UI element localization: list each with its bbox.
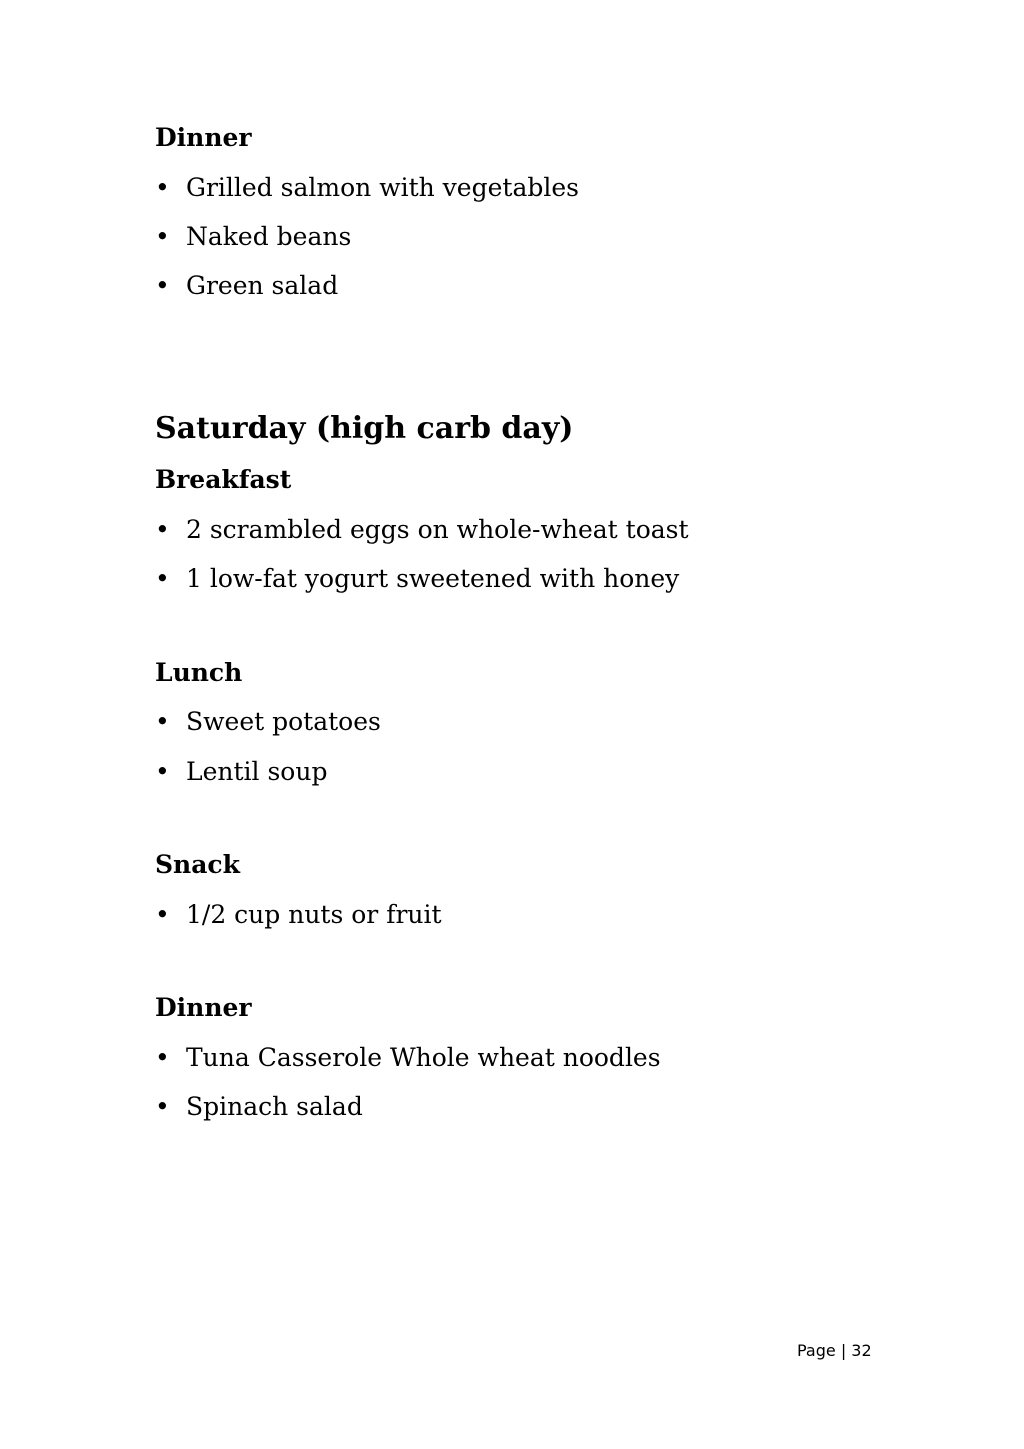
bullet-icon: • xyxy=(155,222,170,251)
breakfast-heading: Breakfast xyxy=(155,465,292,494)
list-item-text: Green salad xyxy=(186,271,339,300)
day-title: Saturday (high carb day) xyxy=(155,411,574,446)
list-item-text: Grilled salmon with vegetables xyxy=(186,173,579,202)
list-item-text: Lentil soup xyxy=(186,757,328,786)
bullet-icon: • xyxy=(155,515,170,544)
dinner-heading: Dinner xyxy=(155,123,252,152)
bullet-icon: • xyxy=(155,1043,170,1072)
page-number-footer: Page | 32 xyxy=(797,1341,872,1360)
list-item-text: Spinach salad xyxy=(186,1092,363,1121)
bullet-icon: • xyxy=(155,564,170,593)
bullet-icon: • xyxy=(155,757,170,786)
list-item-text: 1 low-fat yogurt sweetened with honey xyxy=(186,564,680,593)
list-item-text: Sweet potatoes xyxy=(186,707,381,736)
list-item-text: 2 scrambled eggs on whole-wheat toast xyxy=(186,515,689,544)
dinner-heading: Dinner xyxy=(155,993,252,1022)
bullet-icon: • xyxy=(155,1092,170,1121)
list-item-text: 1/2 cup nuts or fruit xyxy=(186,900,442,929)
lunch-heading: Lunch xyxy=(155,658,243,687)
list-item-text: Naked beans xyxy=(186,222,352,251)
bullet-icon: • xyxy=(155,173,170,202)
list-item-text: Tuna Casserole Whole wheat noodles xyxy=(186,1043,661,1072)
bullet-icon: • xyxy=(155,271,170,300)
bullet-icon: • xyxy=(155,900,170,929)
snack-heading: Snack xyxy=(155,850,240,879)
bullet-icon: • xyxy=(155,707,170,736)
